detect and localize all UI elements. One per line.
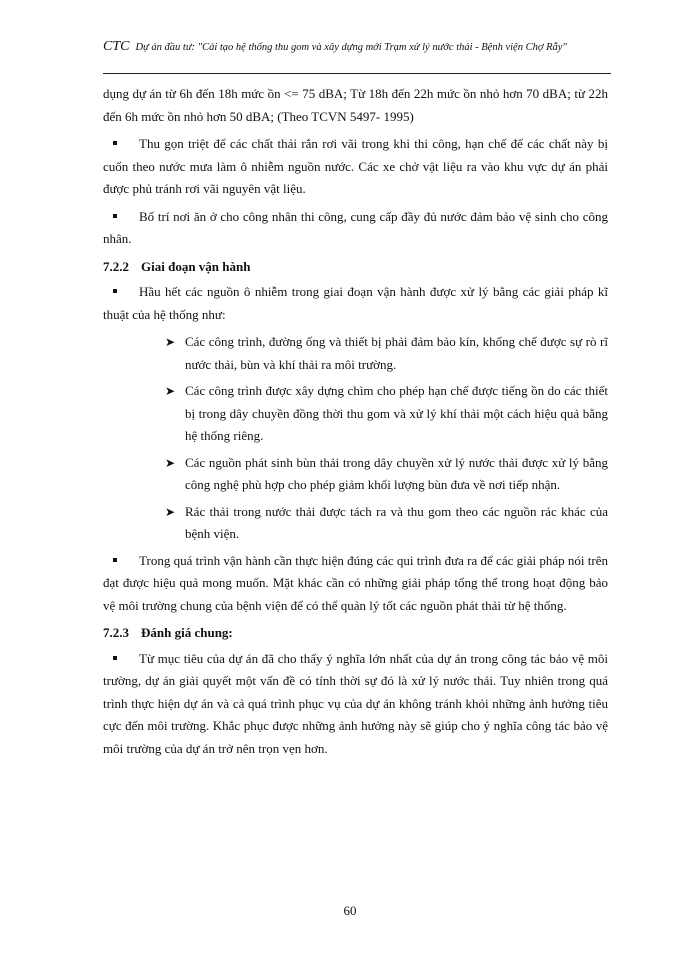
paragraph-text: Thu gọn triệt để các chất thải rắn rơi vãi trong khi thi công, hạn chế để các chất này bị cuốn theo nước mưa làm ô nhiễm nguồn nước. Các xe chở vật liệu ra vào khu vực dự án phải được phủ tránh rơi vãi nguyên vật liệu. bbox=[103, 136, 608, 196]
paragraph-solid-waste bbox=[103, 133, 608, 201]
paragraph-general-assessment bbox=[103, 648, 608, 761]
page-body bbox=[103, 83, 608, 765]
section-title: Đánh giá chung: bbox=[141, 625, 233, 640]
list-item-text: Rác thải trong nước thải được tách ra và thu gom theo các nguồn rác khác của bệnh viện. bbox=[185, 503, 608, 541]
arrow-bullet-icon: ➤ bbox=[165, 384, 176, 398]
paragraph-noise-limits: dụng dự án từ 6h đến 18h mức ồn <= 75 dBA; Từ 18h đến 22h mức ồn nhỏ hơn 70 dBA; từ 22h đến 6h mức ồn nhỏ hơn 50 dBA; (Theo TCVN 5497- 1995) bbox=[103, 86, 608, 124]
square-bullet-icon bbox=[113, 656, 117, 660]
list-item bbox=[103, 452, 608, 497]
list-item bbox=[103, 331, 608, 376]
square-bullet-icon bbox=[113, 289, 117, 293]
paragraph-text: Trong quá trình vận hành cần thực hiện đúng các qui trình đưa ra để các giải pháp nói trên đạt được hiệu quả mong muốn. Mặt khác cần có những giải pháp tổng thể trong hoạt động bảo vệ môi trường chung của bệnh viện để có thể quản lý tốt các nguồn phát thải từ hệ thống. bbox=[103, 552, 608, 613]
paragraph-text: Bố trí nơi ăn ở cho công nhân thi công, cung cấp đầy đủ nước đảm bảo vệ sinh cho công nhân. bbox=[103, 208, 608, 246]
arrow-bullet-icon: ➤ bbox=[165, 455, 176, 470]
header-code: CTC bbox=[103, 39, 130, 54]
section-heading-7-2-3 bbox=[103, 622, 608, 645]
list-item-text: Các nguồn phát sinh bùn thải trong dây chuyền xử lý nước thải được xử lý bằng công nghệ phù hợp cho phép giảm khối lượng bùn đưa về nơi tiếp nhận. bbox=[185, 454, 608, 492]
paragraph-operation-closing bbox=[103, 550, 608, 618]
section-title: Giai đoạn vận hành bbox=[141, 258, 251, 274]
section-number: 7.2.3 bbox=[103, 625, 129, 640]
list-item-text: Các công trình, đường ống và thiết bị phải đảm bảo kín, khống chế được sự rò rĩ nước thải, bùn và khí thải ra môi trường. bbox=[185, 334, 608, 372]
header-title: Dự án đầu tư: "Cải tạo hệ thống thu gom và xây dựng mới Trạm xử lý nước thải - Bệnh viện Chợ Rẫy" bbox=[135, 42, 567, 53]
arrow-bullet-icon: ➤ bbox=[165, 335, 176, 349]
header-divider bbox=[103, 73, 611, 74]
list-item-text: Các công trình được xây dựng chìm cho phép hạn chế được tiếng ồn do các thiết bị trong dây chuyền đồng thời thu gom và xử lý khí thải một cách hiệu quả bằng hệ thống riêng. bbox=[185, 383, 608, 443]
solution-list bbox=[103, 331, 608, 546]
paragraph-worker-housing bbox=[103, 206, 608, 251]
list-item bbox=[103, 501, 608, 546]
section-heading-7-2-2 bbox=[103, 256, 608, 279]
paragraph-text: Từ mục tiêu của dự án đã cho thấy ý nghĩa lớn nhất của dự án trong công tác bảo vệ môi trường, dự án giải quyết một vấn đề có tính thời sự đó là xử lý nước thải. Tuy nhiên trong quá trình thực hiện dự án và cả quá trình phục vụ của dự án không tránh khỏi những ảnh hưởng tiêu cực đến môi trường. Khắc phục được những ảnh hưởng này sẽ giúp cho ý nghĩa công tác bảo vệ môi trường của dự án trở nên trọn vẹn hơn. bbox=[103, 650, 608, 756]
section-number: 7.2.2 bbox=[103, 258, 129, 274]
list-item bbox=[103, 380, 608, 448]
page-number: 60 bbox=[343, 903, 357, 918]
paragraph-operation-intro bbox=[103, 281, 608, 326]
paragraph-text: Hầu hết các nguồn ô nhiễm trong giai đoạn vận hành được xử lý bằng các giải pháp kĩ thuật của hệ thống như: bbox=[103, 284, 608, 322]
square-bullet-icon bbox=[113, 558, 117, 562]
square-bullet-icon bbox=[113, 214, 117, 218]
square-bullet-icon bbox=[113, 141, 117, 145]
arrow-bullet-icon: ➤ bbox=[165, 504, 176, 519]
page-header bbox=[103, 40, 623, 55]
